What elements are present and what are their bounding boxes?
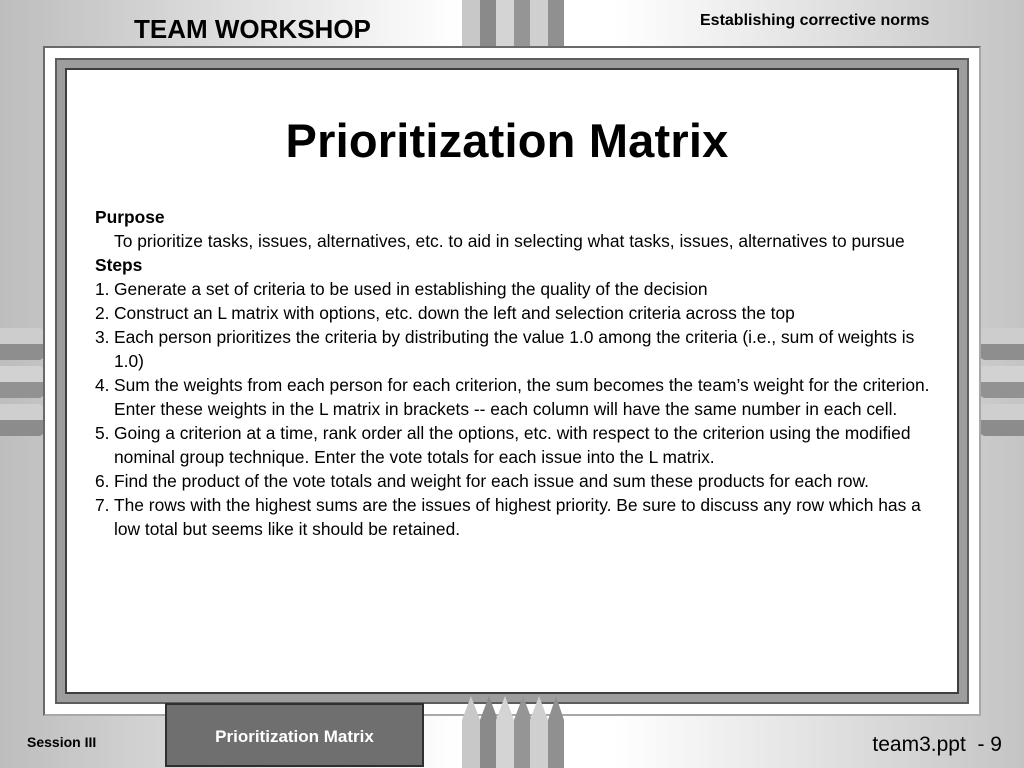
steps-list: [95, 277, 945, 541]
steps-heading: Steps: [95, 255, 143, 275]
slide-body: [95, 205, 945, 541]
step-item: 5. Going a criterion at a time, rank order all the options, etc. with respect to the criterion using the modified nominal group technique. Enter the vote totals for each issue into the L matrix.: [95, 423, 911, 467]
purpose-text: To prioritize tasks, issues, alternatives, etc. to aid in selecting what tasks, issues, alternatives to pursue: [114, 231, 905, 251]
step-item: 1. Generate a set of criteria to be used in establishing the quality of the decision: [95, 279, 708, 299]
up-arrow-icon: [496, 696, 532, 768]
session-label: Session III: [27, 734, 97, 750]
page-number: team3.ppt - 9: [872, 733, 1002, 756]
up-arrow-icon: [462, 696, 498, 768]
header-title: TEAM WORKSHOP: [134, 14, 371, 44]
step-item: 6. Find the product of the vote totals and weight for each issue and sum these products for each row.: [95, 471, 869, 491]
slide-title: Prioritization Matrix: [285, 114, 729, 167]
step-item: 3. Each person prioritizes the criteria by distributing the value 1.0 among the criteria (i.e., sum of weights is 1.0): [95, 327, 915, 371]
step-item: 7. The rows with the highest sums are the issues of highest priority. Be sure to discuss any row which has a low total but seems like it should be retained.: [95, 495, 921, 539]
up-arrow-icon: [530, 696, 564, 768]
header-subtitle: Establishing corrective norms: [700, 12, 930, 29]
section-tab-label: Prioritization Matrix: [215, 727, 374, 746]
bottom-arrows-decoration: [458, 694, 568, 768]
step-item: 2. Construct an L matrix with options, etc. down the left and selection criteria across the top: [95, 303, 795, 323]
purpose-heading: Purpose: [95, 207, 165, 227]
step-item: 4. Sum the weights from each person for each criterion, the sum becomes the team’s weight for the criterion. Enter these weights in the L matrix in brackets -- each column will have the same number in each cell.: [95, 375, 930, 419]
